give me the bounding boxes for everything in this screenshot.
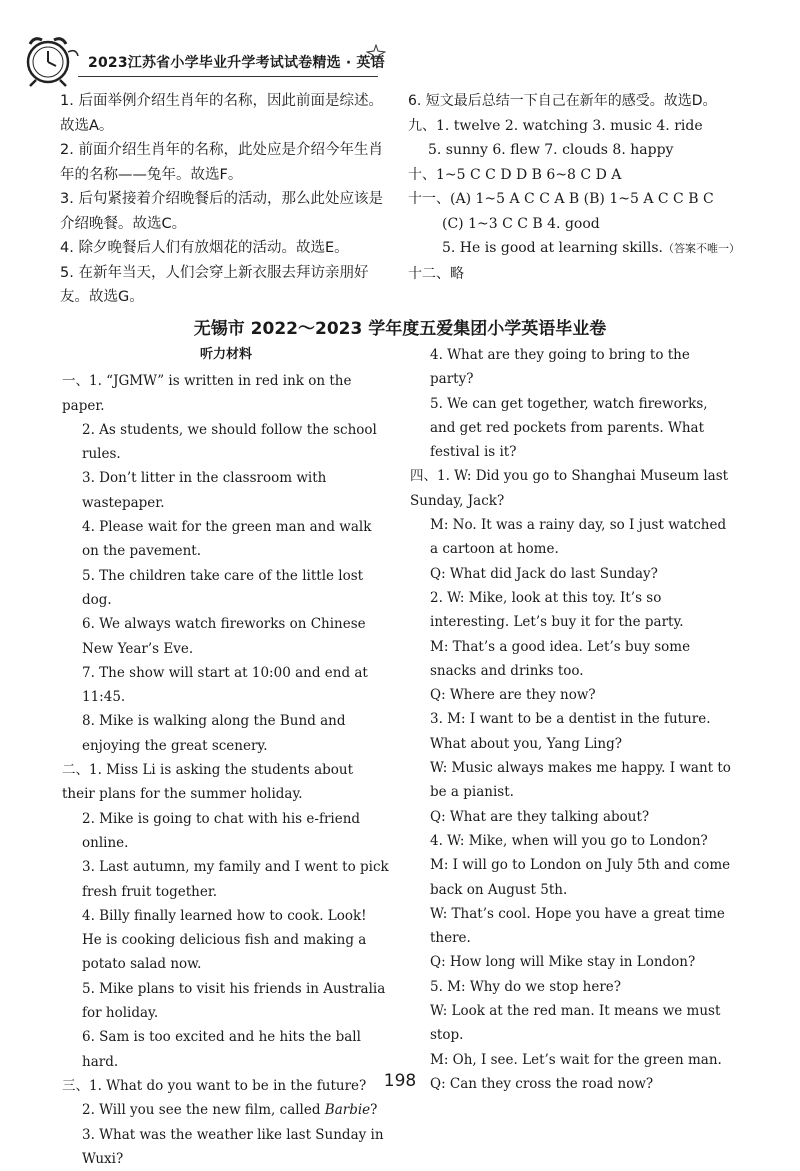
script-line: 2. As students, we should follow the school rules. — [62, 418, 390, 467]
script-line: 5. M: Why do we stop here? — [410, 975, 732, 999]
script-line: Q: What did Jack do last Sunday? — [410, 562, 732, 586]
star-decoration-icon — [366, 44, 386, 60]
script-line: Q: What are they talking about? — [410, 805, 732, 829]
answer-line: 十、1~5 C C D D B 6~8 C D A — [408, 163, 780, 188]
script-line: W: Look at the red man. It means we must stop. — [410, 999, 732, 1048]
top-left-answers — [60, 89, 392, 310]
answer-line: 4. 除夕晚餐后人们有放烟花的活动。故选E。 — [60, 236, 392, 261]
answer-line: 十二、略 — [408, 262, 780, 287]
header-rule — [78, 76, 378, 77]
answer-line: 5. He is good at learning skills.（答案不唯一） — [408, 236, 780, 262]
script-line: 6. Sam is too excited and he hits the ball hard. — [62, 1025, 390, 1074]
listening-left-column — [62, 343, 390, 1171]
listening-title: 听力材料 — [62, 343, 390, 367]
script-line: 2. W: Mike, look at this toy. It’s so interesting. Let’s buy it for the party. — [410, 586, 732, 635]
alarm-clock-logo — [18, 30, 82, 88]
script-line: M: Oh, I see. Let’s wait for the green man. — [410, 1048, 732, 1072]
script-line: 二、1. Miss Li is asking the students about their plans for the summer holiday. — [62, 758, 390, 807]
answer-line: 十一、(A) 1~5 A C C A B (B) 1~5 A C C B C — [408, 187, 780, 212]
script-line: M: No. It was a rainy day, so I just watched a cartoon at home. — [410, 513, 732, 562]
header-title: 2023江苏省小学毕业升学考试试卷精选 · 英语 — [88, 52, 385, 72]
script-line: 3. M: I want to be a dentist in the future. What about you, Yang Ling? — [410, 707, 732, 756]
script-line: 4. What are they going to bring to the party? — [410, 343, 732, 392]
answer-line: 6. 短文最后总结一下自己在新年的感受。故选D。 — [408, 89, 780, 114]
answer-line: 1. 后面举例介绍生肖年的名称，因此前面是综述。故选A。 — [60, 89, 392, 138]
script-line: 四、1. W: Did you go to Shanghai Museum last Sunday, Jack? — [410, 464, 732, 513]
script-line: 5. The children take care of the little lost dog. — [62, 564, 390, 613]
answer-line: 九、1. twelve 2. watching 3. music 4. ride — [408, 114, 780, 139]
script-line: 2. Mike is going to chat with his e-friend online. — [62, 807, 390, 856]
script-line: M: I will go to London on July 5th and come back on August 5th. — [410, 853, 732, 902]
script-line: W: That’s cool. Hope you have a great time there. — [410, 902, 732, 951]
script-line: Q: Where are they now? — [410, 683, 732, 707]
section-title: 无锡市 2022～2023 学年度五爱集团小学英语毕业卷 — [0, 314, 800, 339]
script-line: 5. Mike plans to visit his friends in Australia for holiday. — [62, 977, 390, 1026]
script-line: 3. What was the weather like last Sunday in Wuxi? — [62, 1123, 390, 1171]
answer-line: 5. 在新年当天，人们会穿上新衣服去拜访亲朋好友。故选G。 — [60, 261, 392, 310]
script-line: 三、1. What do you want to be in the future? — [62, 1074, 390, 1098]
script-line: Q: How long will Mike stay in London? — [410, 950, 732, 974]
script-line: 4. W: Mike, when will you go to London? — [410, 829, 732, 853]
listening-right-column — [410, 343, 732, 1096]
script-line: 5. We can get together, watch fireworks, and get red pockets from parents. What festival is it? — [410, 392, 732, 465]
script-line: 8. Mike is walking along the Bund and enjoying the great scenery. — [62, 709, 390, 758]
script-line: 7. The show will start at 10:00 and end at 11:45. — [62, 661, 390, 710]
script-line: 4. Billy finally learned how to cook. Look! He is cooking delicious fish and making a potato salad now. — [62, 904, 390, 977]
script-line: Q: Can they cross the road now? — [410, 1072, 732, 1096]
script-line: 3. Last autumn, my family and I went to pick fresh fruit together. — [62, 855, 390, 904]
page-header — [18, 30, 398, 92]
script-line: M: That’s a good idea. Let’s buy some snacks and drinks too. — [410, 635, 732, 684]
answer-line: (C) 1~3 C C B 4. good — [408, 212, 780, 237]
answer-line: 3. 后句紧接着介绍晚餐后的活动，那么此处应该是介绍晚餐。故选C。 — [60, 187, 392, 236]
script-line: 6. We always watch fireworks on Chinese New Year’s Eve. — [62, 612, 390, 661]
script-line: 3. Don’t litter in the classroom with wastepaper. — [62, 466, 390, 515]
page-number: 198 — [0, 1071, 800, 1091]
script-line: W: Music always makes me happy. I want to be a pianist. — [410, 756, 732, 805]
answer-line: 2. 前面介绍生肖年的名称，此处应是介绍今年生肖年的名称——兔年。故选F。 — [60, 138, 392, 187]
script-line: 一、1. “JGMW” is written in red ink on the paper. — [62, 369, 390, 418]
top-right-answers — [408, 89, 780, 286]
script-line: 4. Please wait for the green man and walk on the pavement. — [62, 515, 390, 564]
script-line: 2. Will you see the new film, called Barbie? — [62, 1098, 390, 1122]
answer-line: 5. sunny 6. flew 7. clouds 8. happy — [408, 138, 780, 163]
